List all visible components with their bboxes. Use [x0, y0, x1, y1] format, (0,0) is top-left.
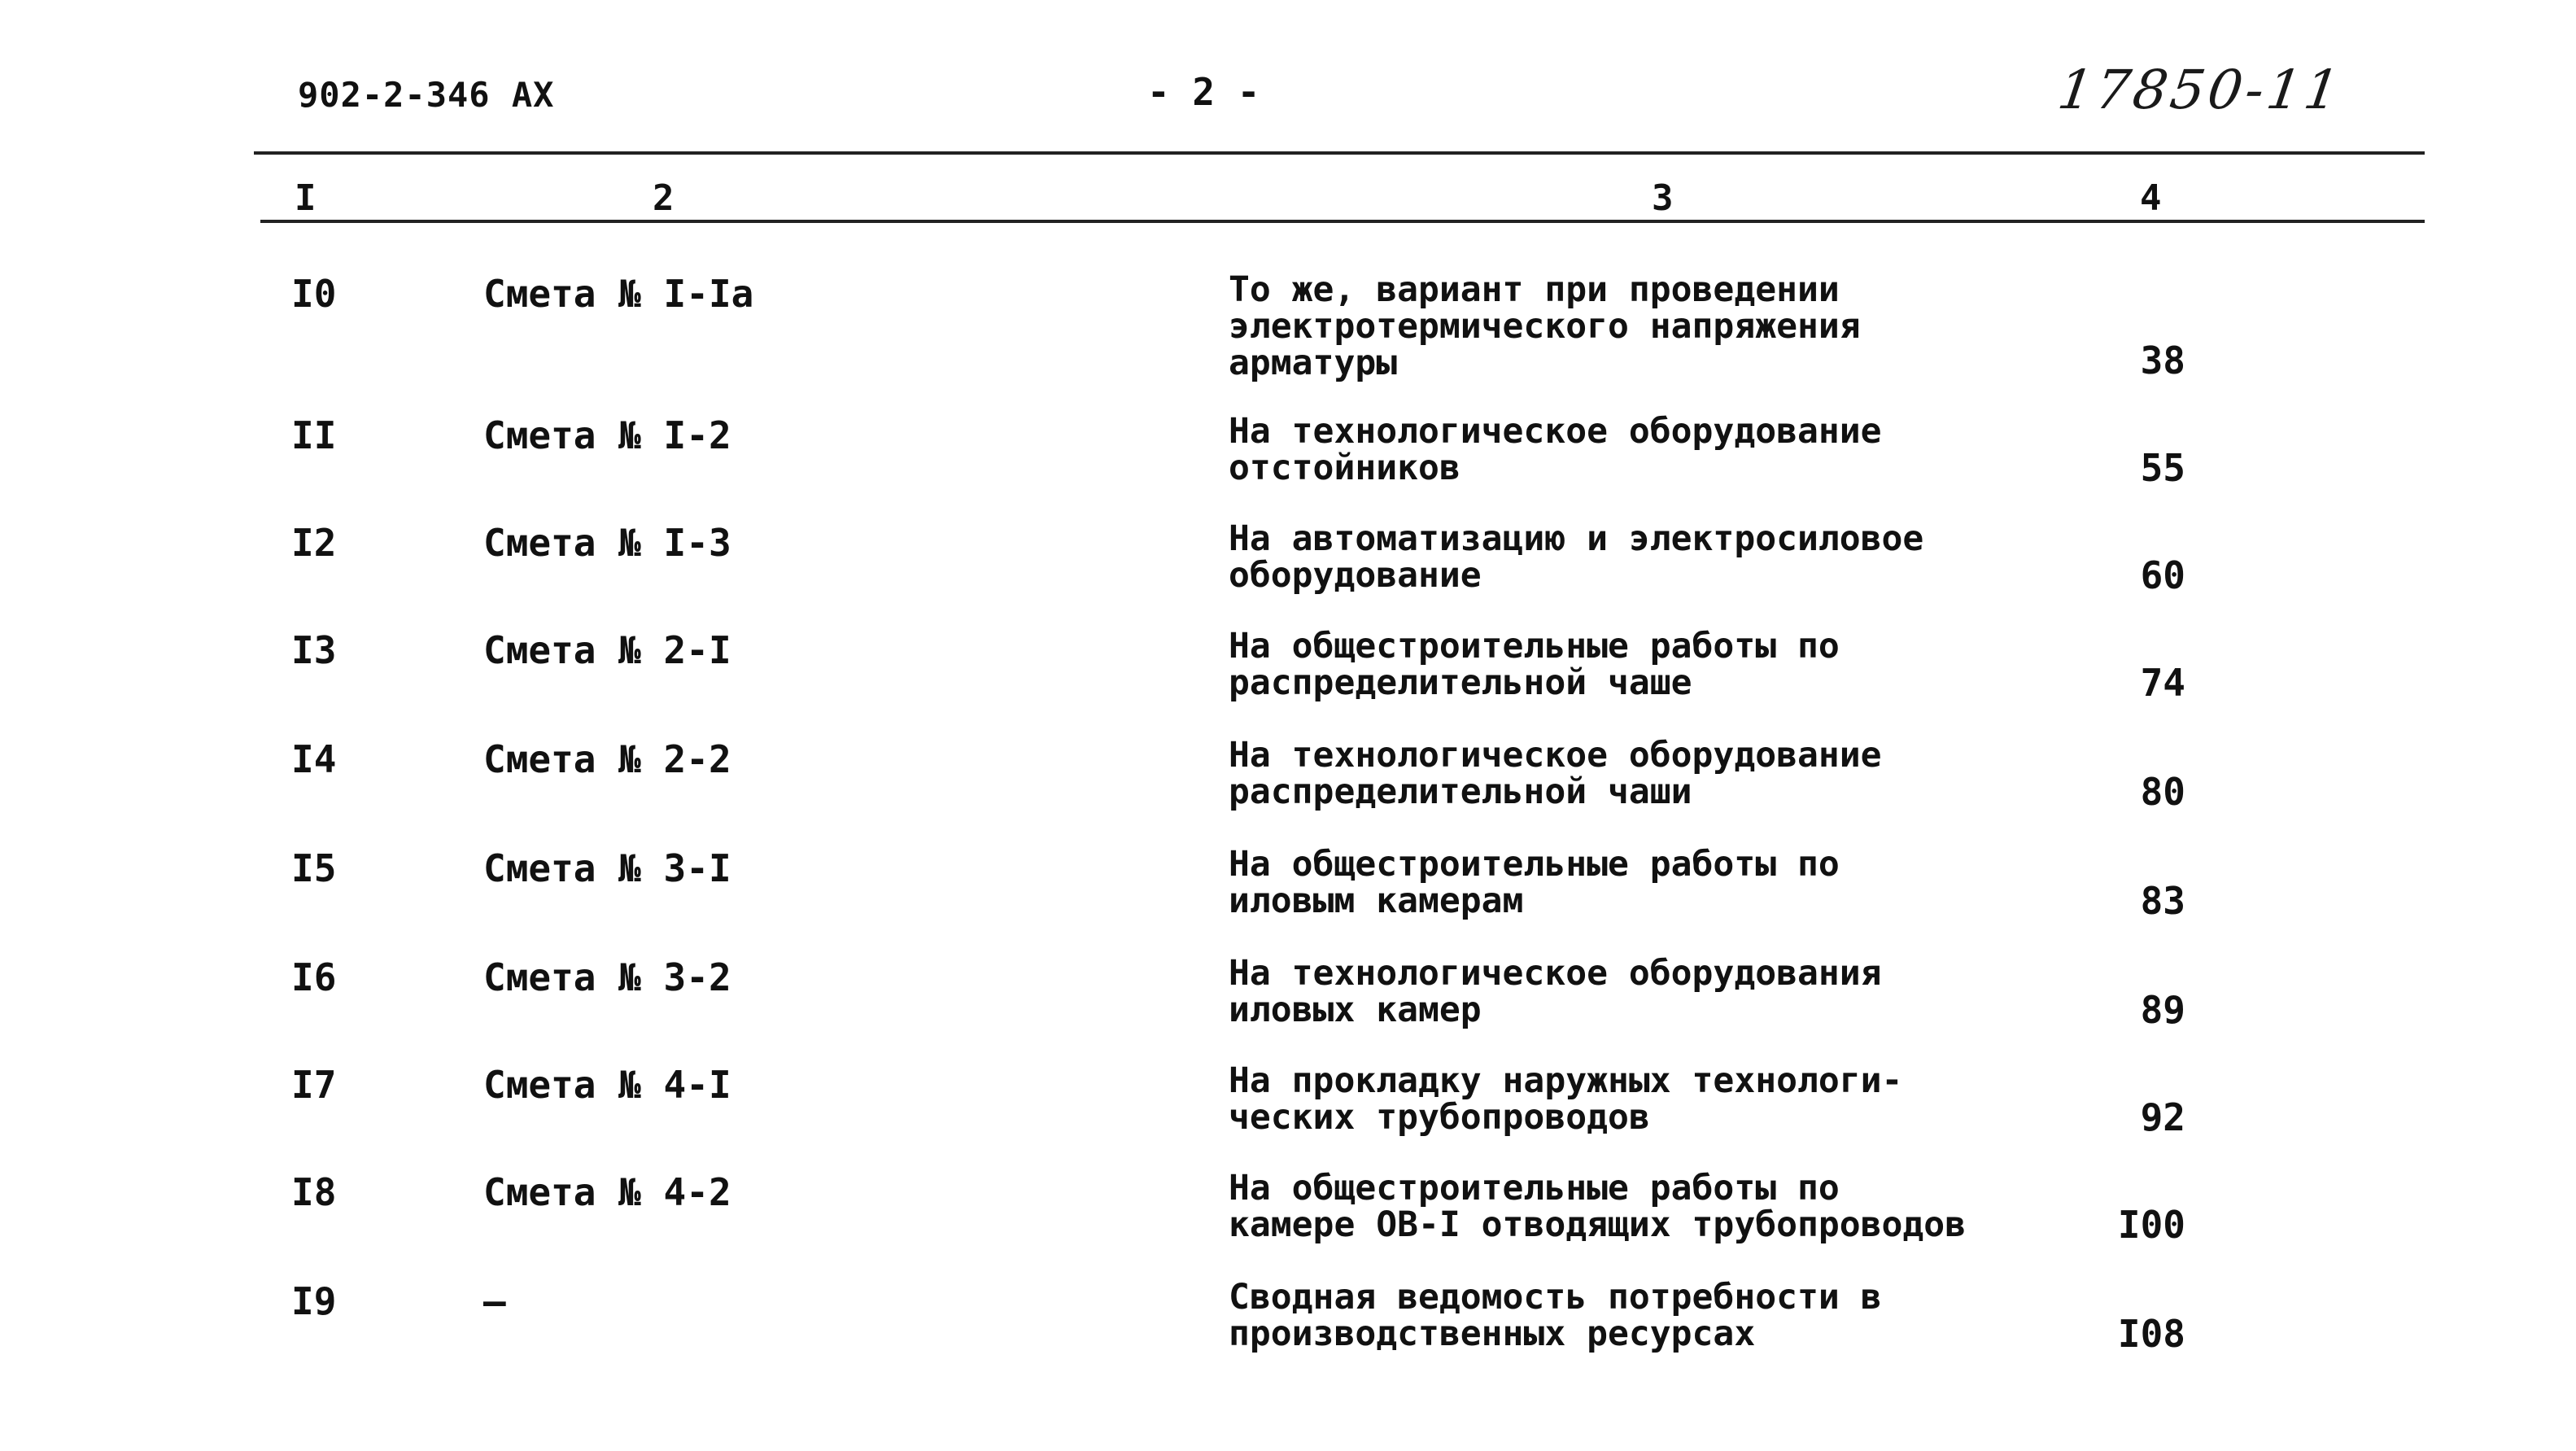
row-number: I6 — [291, 955, 337, 999]
row-number: I0 — [291, 272, 337, 316]
row-description: То же, вариант при проведении электротермического напряжения арматуры — [1229, 269, 1861, 383]
row-description: На общестроительные работы по иловым камерам — [1229, 844, 1840, 921]
row-number: I2 — [291, 521, 337, 565]
row-description: На технологическое оборудования иловых камер — [1229, 953, 1882, 1030]
row-description: На общестроительные работы по камере ОВ-I отводящих трубопроводов — [1229, 1168, 1967, 1245]
row-number: I7 — [291, 1063, 337, 1107]
row-number: I4 — [291, 737, 337, 781]
row-number: I5 — [291, 846, 337, 890]
page-reference: 60 — [2140, 553, 2185, 597]
column-number-3: 3 — [1652, 177, 1674, 219]
estimate-label: Смета № 2-2 — [483, 737, 731, 781]
page-reference: 92 — [2140, 1095, 2185, 1139]
estimate-label: Смета № 3-2 — [483, 955, 731, 999]
page-reference: I08 — [2117, 1312, 2185, 1356]
estimate-label: – — [483, 1279, 506, 1323]
page-reference: 55 — [2140, 446, 2185, 490]
document-code: 902-2-346 АХ — [298, 75, 555, 115]
column-number-2: 2 — [653, 177, 675, 219]
page-reference: 80 — [2140, 770, 2185, 814]
table-header-rule — [260, 220, 2425, 223]
column-number-1: I — [295, 177, 317, 219]
page-reference: 74 — [2140, 661, 2185, 705]
row-description: На прокладку наружных технологи- ческих трубопроводов — [1229, 1060, 1903, 1138]
row-description: На технологическое оборудование отстойников — [1229, 411, 1882, 488]
page-reference: 83 — [2140, 879, 2185, 923]
row-description: На автоматизацию и электросиловое оборудование — [1229, 518, 1924, 596]
row-description: Сводная ведомость потребности в производственных ресурсах — [1229, 1277, 1882, 1354]
estimate-label: Смета № I-3 — [483, 521, 731, 565]
handwritten-number: 17850-11 — [2054, 59, 2347, 121]
estimate-label: Смета № I-2 — [483, 413, 731, 457]
row-number: I9 — [291, 1279, 337, 1323]
row-number: I3 — [291, 628, 337, 672]
estimate-label: Смета № 4-I — [483, 1063, 731, 1107]
column-number-4: 4 — [2140, 177, 2162, 219]
estimate-label: Смета № 3-I — [483, 846, 731, 890]
table-top-rule — [254, 151, 2425, 155]
row-description: На технологическое оборудование распределительной чаши — [1229, 735, 1882, 812]
row-number: I8 — [291, 1170, 337, 1214]
page-reference: 38 — [2140, 339, 2185, 382]
estimate-label: Смета № 4-2 — [483, 1170, 731, 1214]
page-reference: I00 — [2117, 1203, 2185, 1247]
page-reference: 89 — [2140, 988, 2185, 1032]
page-number: - 2 - — [1147, 70, 1260, 114]
row-number: II — [291, 413, 337, 457]
row-description: На общестроительные работы по распределительной чаше — [1229, 626, 1840, 703]
estimate-label: Смета № I-Iа — [483, 272, 754, 316]
estimate-label: Смета № 2-I — [483, 628, 731, 672]
